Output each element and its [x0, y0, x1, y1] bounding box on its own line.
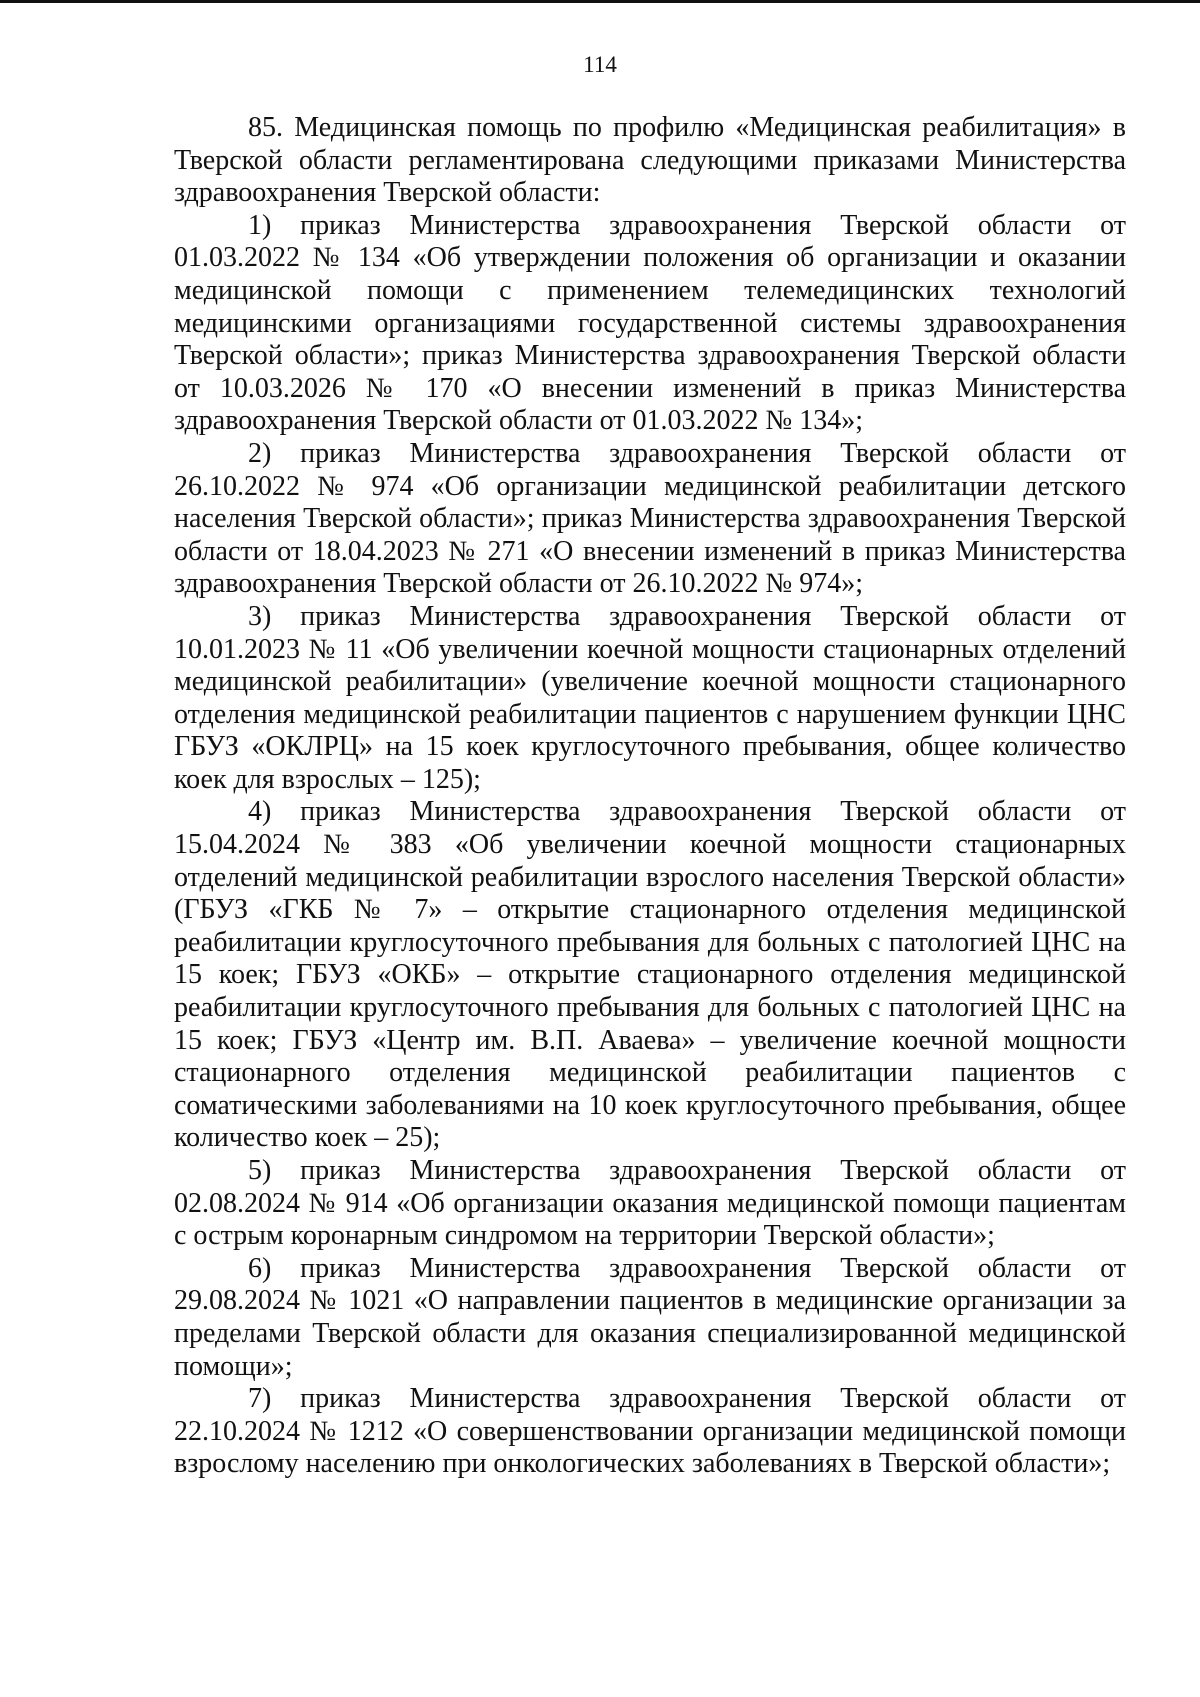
list-item-3: 3) приказ Министерства здравоохранения Тверской области от 10.01.2023 № 11 «Об увеличении коечной мощности стационарных отделений медицинской реабилитации» (увеличение коечной мощности стационарного отделения медицинской реабилитации пациентов с нарушением функции ЦНС ГБУЗ «ОКЛРЦ» на 15 коек круглосуточного пребывания, общее количество коек для взрослых – 125);	[174, 600, 1126, 795]
list-item-1: 1) приказ Министерства здравоохранения Тверской области от 01.03.2022 № 134 «Об утверждении положения об организации и оказании медицинской помощи с применением телемедицинских технологий медицинскими организациями государственной системы здравоохранения Тверской области»; приказ Министерства здравоохранения Тверской области от 10.03.2026 № 170 «О внесении изменений в приказ Министерства здравоохранения Тверской области от 01.03.2022 № 134»;	[174, 209, 1126, 437]
list-item-4: 4) приказ Министерства здравоохранения Тверской области от 15.04.2024 № 383 «Об увеличении коечной мощности стационарных отделений медицинской реабилитации взрослого населения Тверской области» (ГБУЗ «ГКБ № 7» – открытие стационарного отделения медицинской реабилитации круглосуточного пребывания для больных с патологией ЦНС на 15 коек; ГБУЗ «ОКБ» – открытие стационарного отделения медицинской реабилитации круглосуточного пребывания для больных с патологией ЦНС на 15 коек; ГБУЗ «Центр им. В.П. Аваева» – увеличение коечной мощности стационарного отделения медицинской реабилитации пациентов с соматическими заболеваниями на 10 коек круглосуточного пребывания, общее количество коек – 25);	[174, 796, 1126, 1154]
list-item-7: 7) приказ Министерства здравоохранения Тверской области от 22.10.2024 № 1212 «О совершенствовании организации медицинской помощи взрослому населению при онкологических заболеваниях в Тверской области»;	[174, 1383, 1126, 1480]
list-item-6: 6) приказ Министерства здравоохранения Тверской области от 29.08.2024 № 1021 «О направлении пациентов в медицинские организации за пределами Тверской области для оказания специализированной медицинской помощи»;	[174, 1252, 1126, 1382]
list-item-5: 5) приказ Министерства здравоохранения Тверской области от 02.08.2024 № 914 «Об организации оказания медицинской помощи пациентам с острым коронарным синдромом на территории Тверской области»;	[174, 1155, 1126, 1252]
document-body	[174, 112, 1126, 1481]
page-number: 114	[583, 52, 617, 77]
list-item-2: 2) приказ Министерства здравоохранения Тверской области от 26.10.2022 № 974 «Об организации медицинской реабилитации детского населения Тверской области»; приказ Министерства здравоохранения Тверской области от 18.04.2023 № 271 «О внесении изменений в приказ Министерства здравоохранения Тверской области от 26.10.2022 № 974»;	[174, 437, 1126, 600]
intro-paragraph: 85. Медицинская помощь по профилю «Медицинская реабилитация» в Тверской области регламентирована следующими приказами Министерства здравоохранения Тверской области:	[174, 112, 1126, 209]
top-border-line	[0, 0, 1200, 3]
